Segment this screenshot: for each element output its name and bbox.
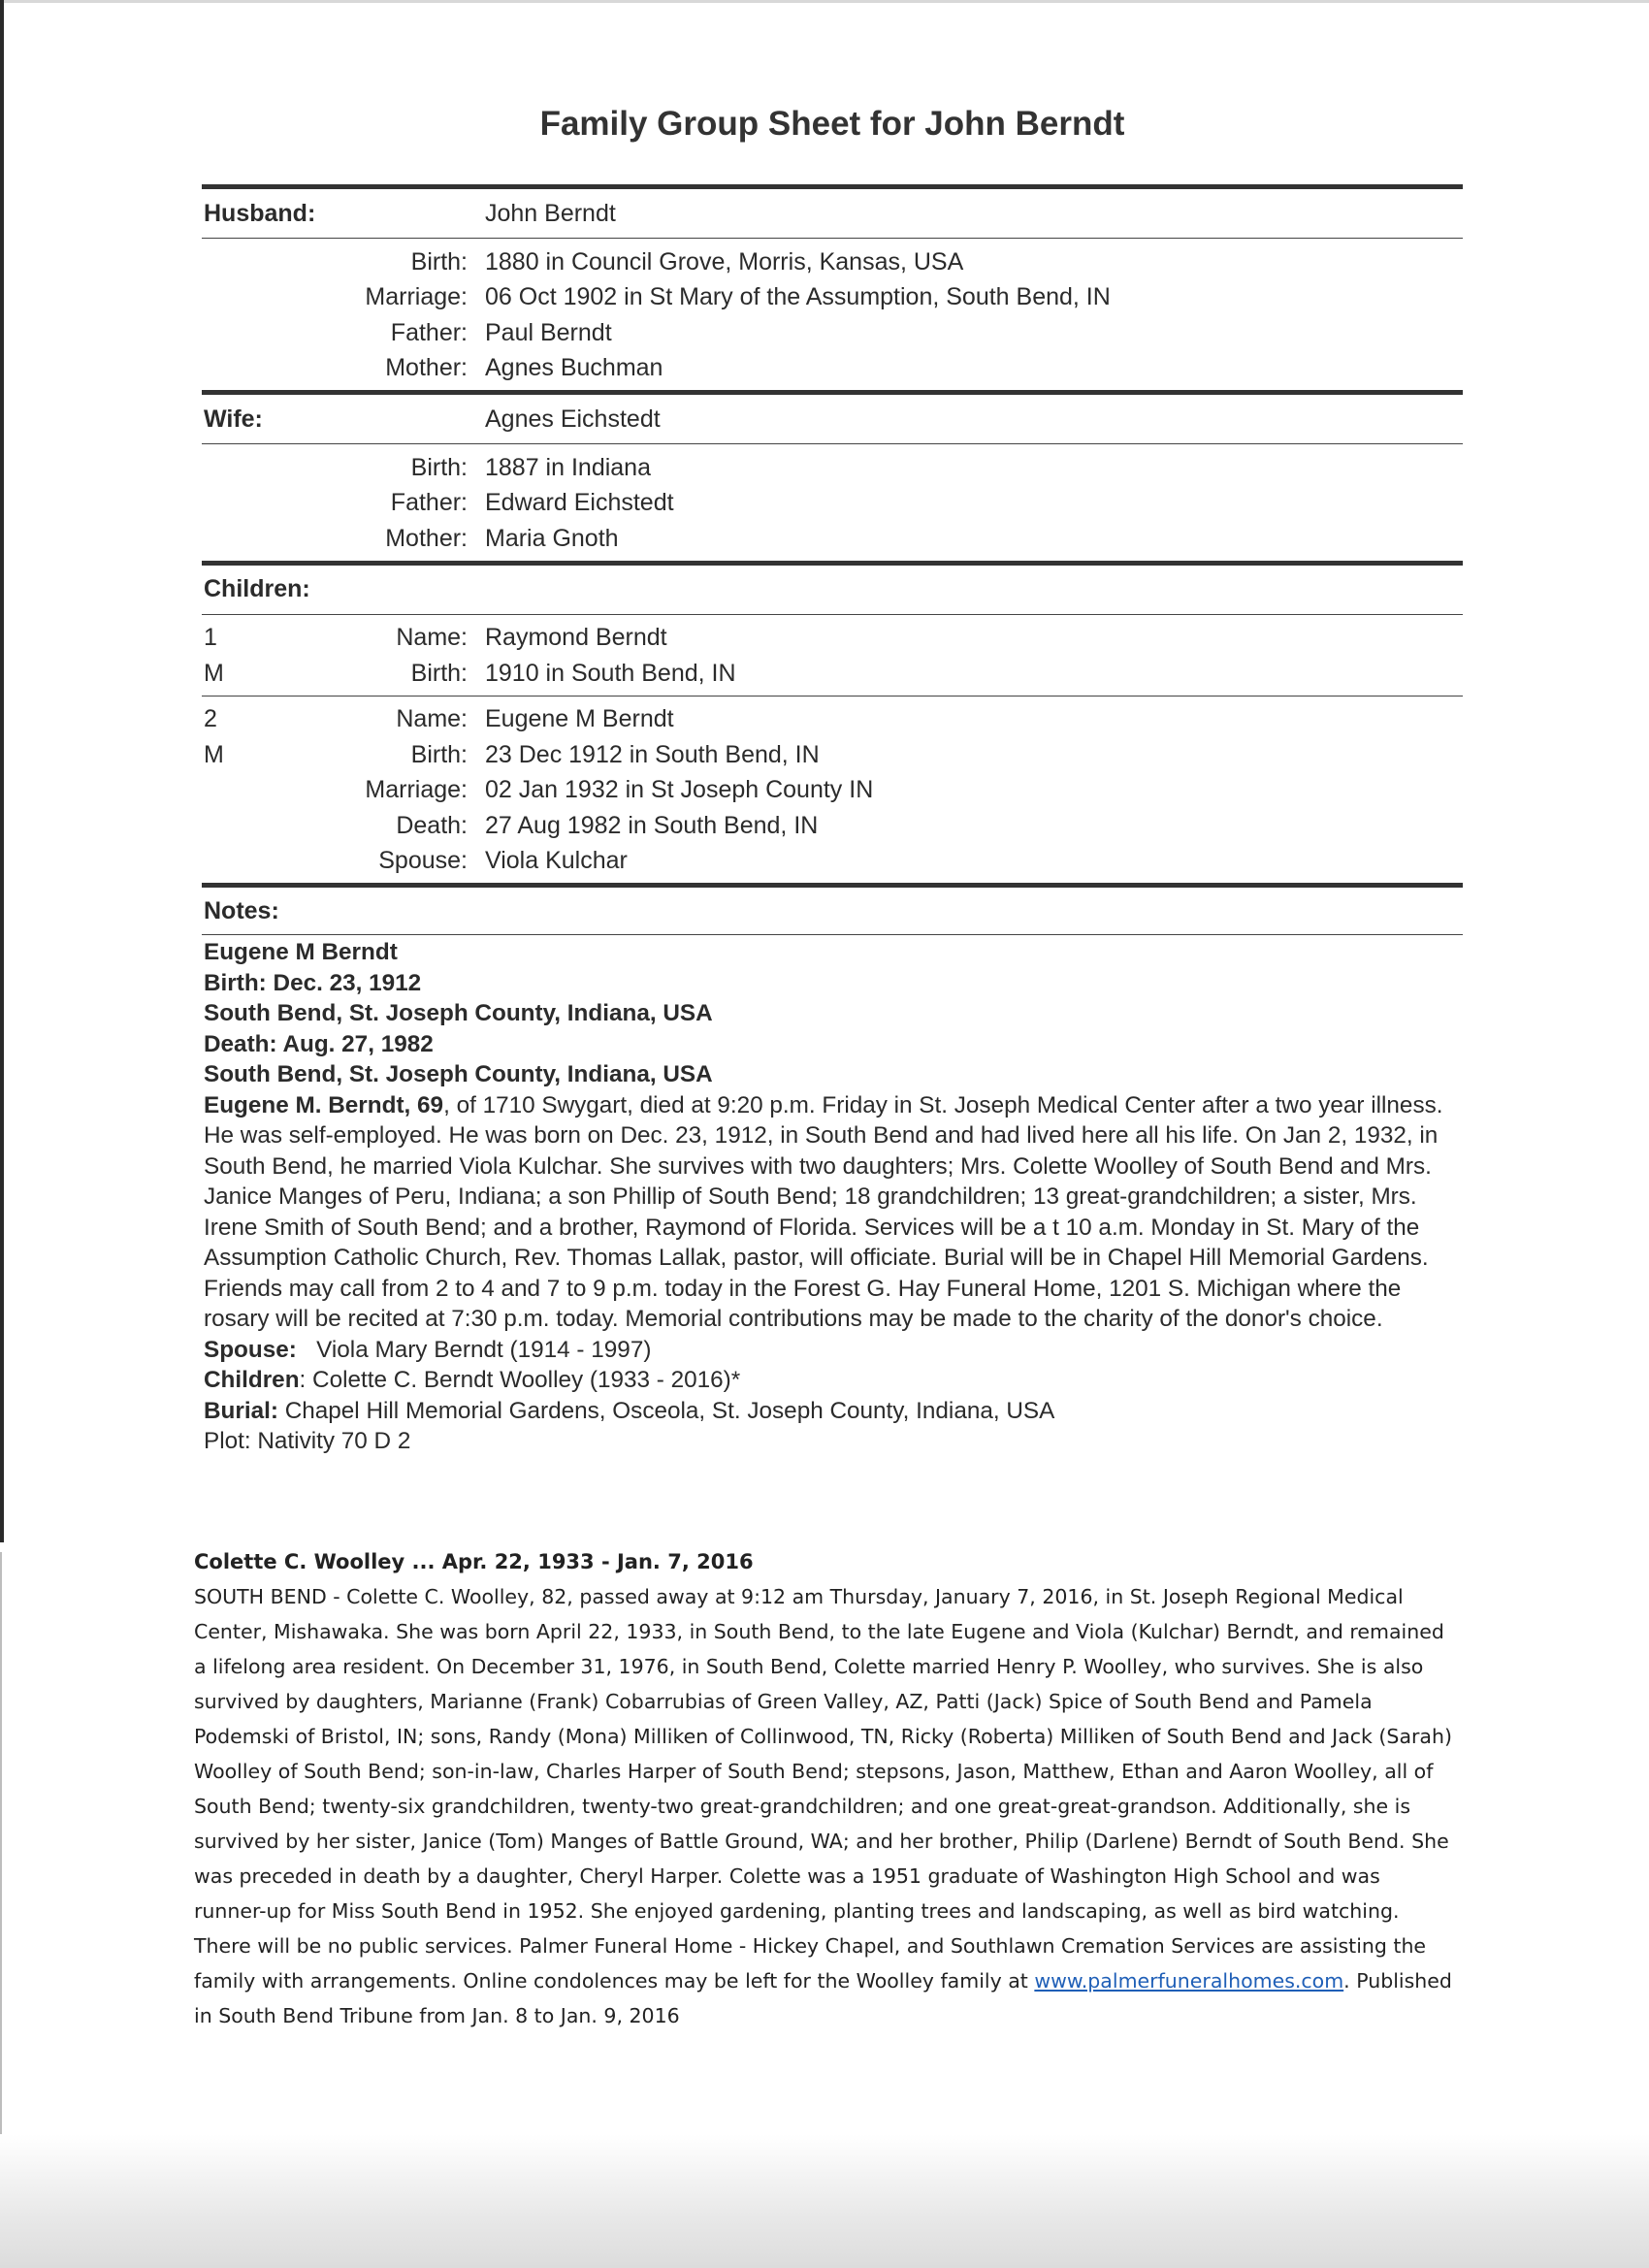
scan-top-edge	[0, 0, 1649, 3]
notes-spouse	[204, 1335, 1465, 1366]
field-value: 27 Aug 1982 in South Bend, IN	[485, 811, 819, 839]
field-label: Father:	[390, 318, 468, 346]
wife-label: Wife:	[204, 405, 263, 433]
field-row	[202, 737, 1463, 773]
scan-left-edge	[0, 0, 4, 1542]
field-value: 06 Oct 1902 in St Mary of the Assumption, South Bend, IN	[485, 283, 1111, 311]
notes-name: Eugene M Berndt	[204, 939, 398, 965]
children-notes-label: Children	[204, 1367, 300, 1393]
field-row	[202, 486, 1463, 522]
field-row	[202, 702, 1463, 738]
child-sex: M	[204, 659, 224, 687]
field-value: Viola Kulchar	[485, 847, 628, 875]
child-number: 2	[204, 705, 217, 733]
field-value: Edward Eichstedt	[485, 489, 674, 517]
husband-fields	[202, 239, 1463, 390]
field-label: Birth:	[410, 659, 468, 687]
field-value: 1880 in Council Grove, Morris, Kansas, USA	[485, 247, 964, 275]
field-label: Father:	[390, 489, 468, 517]
field-value: Agnes Buchman	[485, 354, 663, 382]
obituary-body-text: SOUTH BEND - Colette C. Woolley, 82, passed away at 9:12 am Thursday, January 7, 2016, in St. Joseph Regional Medical Center, Mishawaka. She was born April 22, 1933, in South Bend, to the late Eugene and Viola (Kulchar) Berndt, and remained a lifelong area resident. On December 31, 1976, in South Bend, Colette married Henry P. Woolley, who survives. She is also survived by daughters, Marianne (Frank) Cobarrubias of Green Valley, AZ, Patti (Jack) Spice of South Bend and Pamela Podemski of Bristol, IN; sons, Randy (Mona) Milliken of Collinwood, TN, Ricky (Roberta) Milliken of South Bend and Jack (Sarah) Woolley of South Bend; son-in-law, Charles Harper of South Bend; stepsons, Jason, Matthew, Ethan and Aaron Woolley, all of South Bend; twenty-six grandchildren, twenty-two great-grandchildren; and one great-great-grandson. Additionally, she is survived by her sister, Janice (Tom) Manges of Battle Ground, WA; and her brother, Philip (Darlene) Berndt of South Bend. She was preceded in death by a daughter, Cheryl Harper. Colette was a 1951 graduate of Washington High School and was runner-up for Miss South Bend in 1952. She enjoyed gardening, planting trees and landscaping, as well as bird watching. There will be no public services. Palmer Funeral Home - Hickey Chapel, and Southlawn Cremation Services are assisting the family with arrangements. Online condolences may be left for the Woolley family at	[194, 1585, 1452, 1993]
field-label: Marriage:	[365, 283, 468, 311]
obituary-lead: Eugene M. Berndt, 69	[204, 1091, 444, 1118]
field-row	[202, 773, 1463, 809]
children-label: Children:	[204, 575, 310, 602]
notes-birth: Birth: Dec. 23, 1912	[204, 969, 422, 996]
notes-death: Death: Aug. 27, 1982	[204, 1030, 434, 1057]
field-value: Raymond Berndt	[485, 624, 667, 652]
scan-bottom-shadow	[0, 2134, 1649, 2268]
field-row	[202, 244, 1463, 280]
notes-children	[204, 1365, 1465, 1396]
notes-death-place: South Bend, St. Joseph County, Indiana, USA	[204, 1061, 713, 1087]
notes-body	[202, 935, 1465, 1457]
field-label: Name:	[396, 705, 468, 733]
obituary-body	[194, 1579, 1455, 2033]
field-row	[202, 450, 1463, 486]
page-title: Family Group Sheet for John Berndt	[539, 105, 1125, 143]
husband-name: John Berndt	[485, 199, 616, 227]
funeral-home-link[interactable]: www.palmerfuneralhomes.com	[1034, 1969, 1344, 1993]
field-row	[202, 351, 1463, 387]
field-label: Birth:	[410, 453, 468, 481]
spouse-value: Viola Mary Berndt (1914 - 1997)	[316, 1336, 652, 1363]
field-value: Maria Gnoth	[485, 524, 619, 552]
field-label: Mother:	[385, 354, 468, 382]
notes-birth-place: South Bend, St. Joseph County, Indiana, USA	[204, 1000, 713, 1026]
field-row	[202, 621, 1463, 657]
field-row	[202, 315, 1463, 351]
field-value: 02 Jan 1932 in St Joseph County IN	[485, 776, 874, 804]
field-label: Mother:	[385, 524, 468, 552]
field-label: Birth:	[410, 247, 468, 275]
child-number: 1	[204, 624, 217, 652]
family-group-sheet	[202, 97, 1463, 1457]
field-label: Spouse:	[378, 847, 468, 875]
field-value: Paul Berndt	[485, 318, 612, 346]
child-1	[202, 615, 1463, 696]
notes-obituary	[204, 1090, 1465, 1335]
husband-label: Husband:	[204, 199, 316, 227]
child-2	[202, 697, 1463, 884]
wife-fields	[202, 444, 1463, 561]
child-sex: M	[204, 740, 224, 768]
field-row	[202, 808, 1463, 844]
field-label: Marriage:	[365, 776, 468, 804]
spouse-label: Spouse:	[204, 1336, 297, 1363]
field-label: Birth:	[410, 740, 468, 768]
burial-value: Chapel Hill Memorial Gardens, Osceola, St. Joseph County, Indiana, USA	[277, 1397, 1055, 1424]
notes-burial	[204, 1396, 1465, 1427]
obituary-tail: . Published in South Bend Tribune from Jan. 8 to Jan. 9, 2016	[194, 1969, 1452, 2027]
field-value: 1910 in South Bend, IN	[485, 659, 736, 687]
obituary-title: Colette C. Woolley ... Apr. 22, 1933 - Jan. 7, 2016	[194, 1550, 754, 1573]
wife-name: Agnes Eichstedt	[485, 405, 661, 433]
field-value: 23 Dec 1912 in South Bend, IN	[485, 740, 820, 768]
husband-header	[202, 189, 1463, 238]
field-label: Death:	[396, 811, 468, 839]
pasted-obituary	[194, 1544, 1455, 2033]
burial-label: Burial:	[204, 1397, 278, 1424]
children-header	[202, 566, 1463, 614]
field-label: Name:	[396, 624, 468, 652]
field-value: Eugene M Berndt	[485, 705, 674, 733]
wife-header	[202, 395, 1463, 443]
field-row	[202, 280, 1463, 316]
field-value: 1887 in Indiana	[485, 453, 651, 481]
field-row	[202, 844, 1463, 880]
obituary-text: , of 1710 Swygart, died at 9:20 p.m. Friday in St. Joseph Medical Center after a two year illness. He was self-employed. He was born on Dec. 23, 1912, in South Bend and had lived here all his life. On Jan 2, 1932, in South Bend, he married Viola Kulchar. She survives with two daughters; Mrs. Colette Woolley of South Bend and Mrs. Janice Manges of Peru, Indiana; a son Phillip of South Bend; 18 grandchildren; 13 great-grandchildren; a sister, Mrs. Irene Smith of South Bend; and a brother, Raymond of Florida. Services will be a t 10 a.m. Monday in St. Mary of the Assumption Catholic Church, Rev. Thomas Lallak, pastor, will officiate. Burial will be in Chapel Hill Memorial Gardens. Friends may call from 2 to 4 and 7 to 9 p.m. today in the Forest G. Hay Funeral Home, 1201 S. Michigan where the rosary will be recited at 7:30 p.m. today. Memorial contributions may be made to the charity of the donor's choice.	[204, 1091, 1443, 1332]
notes-plot: Plot: Nativity 70 D 2	[204, 1428, 411, 1454]
field-row	[202, 521, 1463, 557]
notes-label: Notes:	[204, 897, 279, 924]
field-row	[202, 656, 1463, 692]
children-notes-value: : Colette C. Berndt Woolley (1933 - 2016)*	[299, 1367, 741, 1393]
